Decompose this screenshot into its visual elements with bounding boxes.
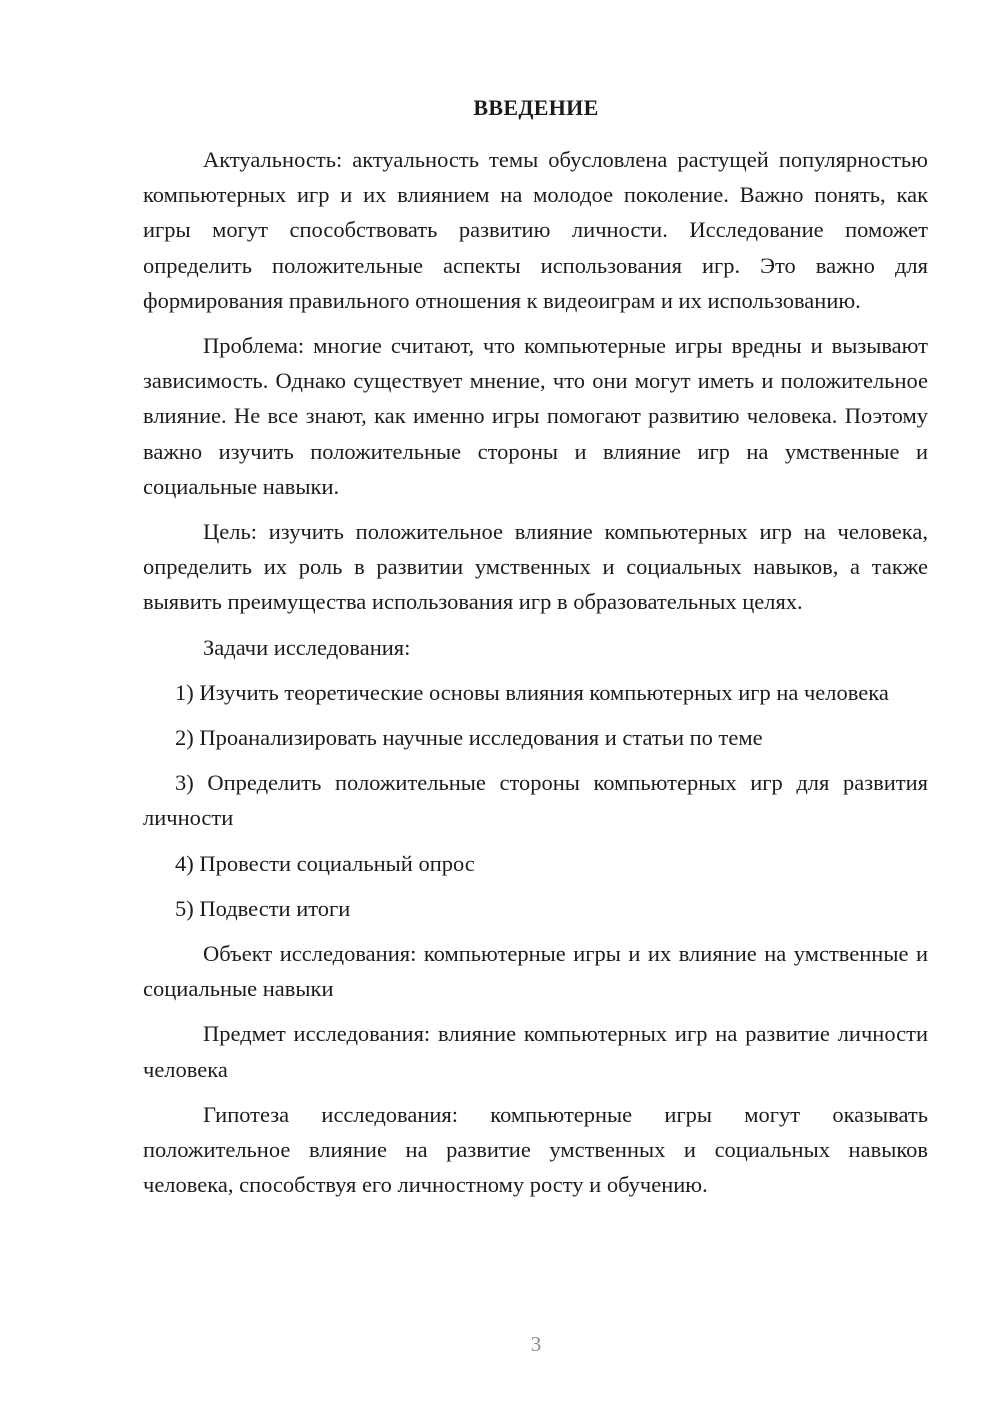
paragraph-relevance: Актуальность: актуальность темы обусловлена растущей популярностью компьютерных игр и их влиянием на молодое поколение. Важно понять, как игры могут способствовать развитию личности. Исследование поможет определить положительные аспекты использования игр. Это важно для формирования правильного отношения к видеоиграм и их использованию. bbox=[143, 147, 928, 313]
task-item: 2) Проанализировать научные исследования и статьи по теме bbox=[175, 725, 763, 751]
paragraph-subject: Предмет исследования: влияние компьютерных игр на развитие личности человека bbox=[143, 1021, 928, 1082]
task-item: 4) Провести социальный опрос bbox=[175, 850, 475, 876]
paragraph-goal: Цель: изучить положительное влияние компьютерных игр на человека, определить их роль в развитии умственных и социальных навыков, а также выявить преимущества использования игр в образовательных целях. bbox=[143, 519, 928, 615]
paragraph-hypothesis: Гипотеза исследования: компьютерные игры могут оказывать положительное влияние на развитие умственных и социальных навыков человека, способствуя его личностному росту и обучению. bbox=[143, 1101, 928, 1198]
page-number: 3 bbox=[530, 1332, 542, 1356]
task-item: 1) Изучить теоретические основы влияния компьютерных игр на человека bbox=[175, 679, 889, 705]
task-item: 5) Подвести итоги bbox=[175, 895, 351, 921]
paragraph-object: Объект исследования: компьютерные игры и их влияние на умственные и социальные навыки bbox=[143, 941, 928, 1002]
paragraph-tasks-heading: Задачи исследования: bbox=[203, 634, 411, 660]
paragraph-problem: Проблема: многие считают, что компьютерные игры вредны и вызывают зависимость. Однако существует мнение, что они могут иметь и положительное влияние. Не все знают, как именно игры помогают развитию человека. Поэтому важно изучить положительные стороны и влияние игр на умственные и социальные навыки. bbox=[143, 333, 928, 499]
section-title: ВВЕДЕНИЕ bbox=[473, 95, 599, 120]
task-item: 3) Определить положительные стороны компьютерных игр для развития личности bbox=[143, 770, 928, 831]
document-body bbox=[143, 142, 928, 1212]
